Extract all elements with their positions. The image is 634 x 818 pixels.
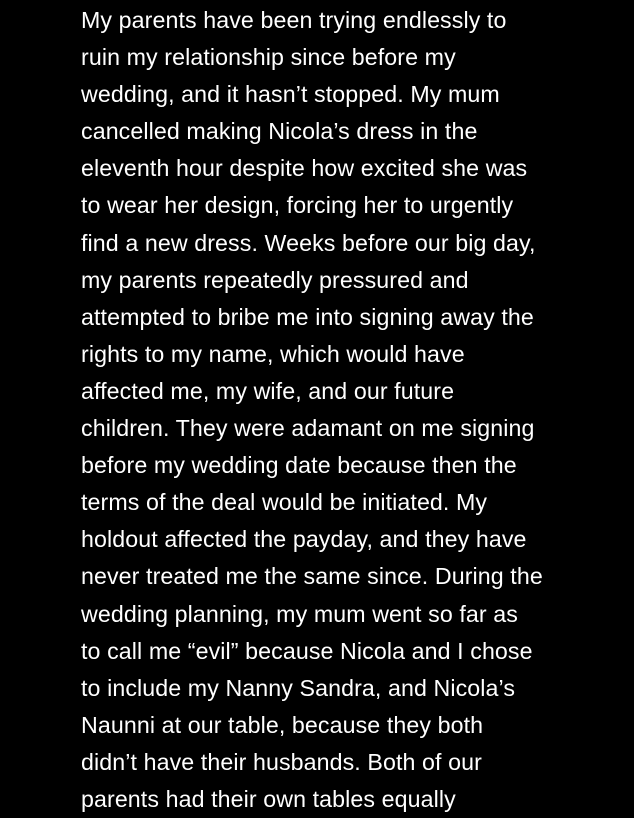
text-line: wedding, and it hasn’t stopped. My mum	[81, 81, 500, 108]
text-line: before my wedding date because then the	[81, 452, 517, 479]
text-line: to include my Nanny Sandra, and Nicola’s	[81, 674, 516, 701]
text-line: eleventh hour despite how excited she was	[81, 155, 528, 182]
text-line: cancelled making Nicola’s dress in the	[81, 118, 478, 145]
text-line: to wear her design, forcing her to urgently	[81, 192, 514, 219]
text-line: affected me, my wife, and our future	[81, 377, 455, 404]
text-line: never treated me the same since. During the	[81, 563, 543, 590]
text-line: children. They were adamant on me signing	[81, 415, 535, 442]
text-line: rights to my name, which would have	[81, 340, 465, 367]
text-line: ruin my relationship since before my	[81, 44, 456, 71]
text-line: wedding planning, my mum went so far as	[81, 600, 518, 627]
text-line: my parents repeatedly pressured and	[81, 266, 469, 293]
text-line: didn’t have their husbands. Both of our	[81, 748, 482, 775]
text-line: My parents have been trying endlessly to	[81, 7, 507, 33]
text-line: holdout affected the payday, and they have	[81, 526, 527, 553]
note-body-text	[81, 2, 601, 818]
text-line: Naunni at our table, because they both	[81, 711, 484, 738]
text-line: terms of the deal would be initiated. My	[81, 489, 488, 516]
text-line: attempted to bribe me into signing away the	[81, 303, 534, 330]
text-line: parents had their own tables equally	[81, 785, 456, 812]
text-line: find a new dress. Weeks before our big day,	[81, 229, 536, 256]
text-line: to call me “evil” because Nicola and I chose	[81, 637, 533, 664]
